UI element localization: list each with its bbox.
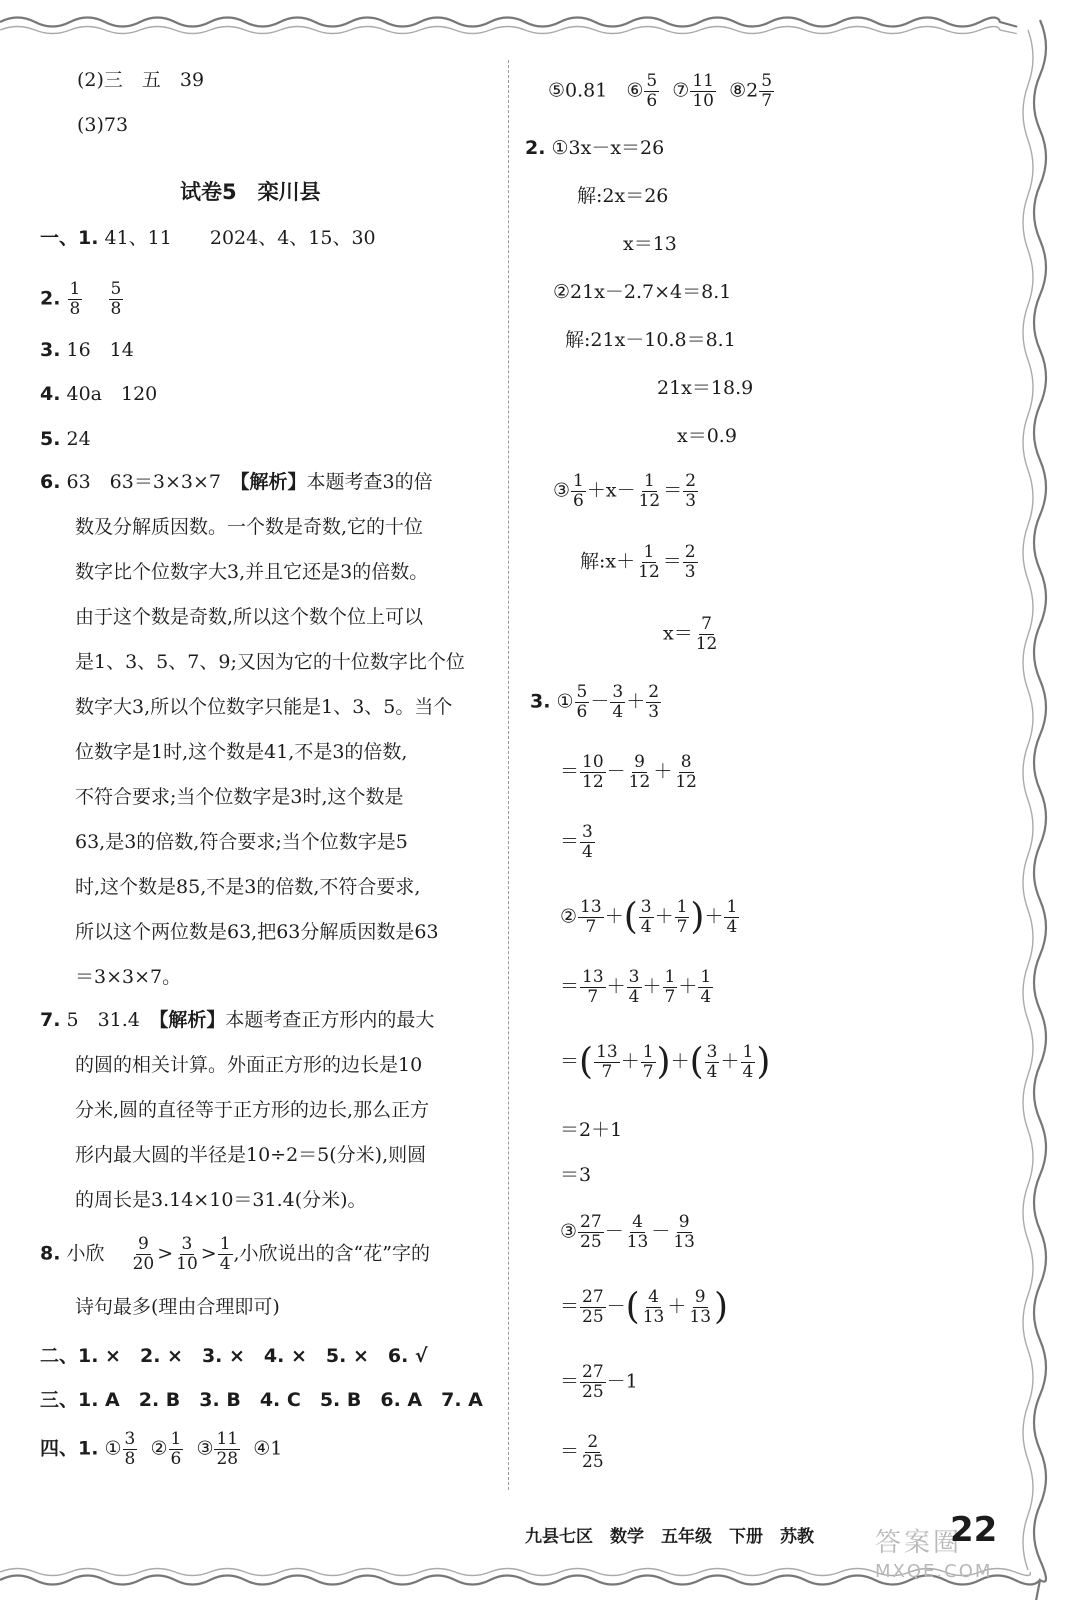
equation-line: ＝ $\frac{2}{25}$ xyxy=(560,1432,604,1472)
footer-text: 九县七区 数学 五年级 下册 苏教 xyxy=(525,1527,814,1547)
answer-line xyxy=(40,382,157,406)
analysis-line: 位数字是1时,这个数是41,不是3的倍数, xyxy=(75,741,408,763)
fraction: $\frac{13}{7}$ xyxy=(596,1042,618,1082)
answer-line: 3. ① $\frac{5}{6}$ － $\frac{3}{4}$ ＋ $\frac{2}{3}$ xyxy=(530,682,660,722)
section-title: 试卷5 栾川县 xyxy=(180,180,321,204)
question-number: 8. xyxy=(40,1242,61,1265)
fraction: $\frac{2}{25}$ xyxy=(582,1432,604,1472)
answer-line: ⑤0.81 ⑥ $\frac{5}{6}$ ⑦ $\frac{11}{10}$ ⑧2 $\frac{5}{7}$ xyxy=(548,71,773,111)
analysis-line: 的周长是3.14×10＝31.4(分米)。 xyxy=(75,1189,367,1211)
fraction: $\frac{2}{3}$ xyxy=(684,542,696,582)
question-number: 4. xyxy=(40,383,61,405)
analysis-line: ＝3×3×7。 xyxy=(75,966,182,988)
answer-line: 四、1. ① $\frac{3}{8}$ ② $\frac{1}{6}$ ③ $\frac{11}{28}$ ④1 xyxy=(40,1429,283,1469)
analysis-line: 时,这个数是85,不是3的倍数,不符合要求, xyxy=(75,876,421,898)
analysis-line: 数及分解质因数。一个数是奇数,它的十位 xyxy=(75,516,424,538)
equation-line: x＝ $\frac{7}{12}$ xyxy=(663,614,718,654)
analysis-text: 本题考查3的倍 xyxy=(306,471,433,493)
analysis-line: 63,是3的倍数,符合要求;当个位数字是5 xyxy=(75,831,408,853)
question-number: 3. xyxy=(530,690,551,713)
fraction: $\frac{2}{3}$ xyxy=(685,471,697,511)
fraction: $\frac{1}{6}$ xyxy=(170,1429,182,1469)
answer-text: 16 14 xyxy=(66,339,134,361)
answer-line: 二、1. × 2. × 3. × 4. × 5. × 6. √ xyxy=(40,1345,428,1367)
answer-line xyxy=(525,136,664,160)
answer-line xyxy=(40,1008,434,1032)
fraction: $\frac{1}{8}$ xyxy=(69,279,81,319)
answer-text: 41、11 2024、4、15、30 xyxy=(104,227,376,249)
equation-line: ＝3 xyxy=(560,1164,592,1186)
page-number: 22 xyxy=(950,1510,998,1550)
question-number: 5. xyxy=(40,428,61,450)
fraction: $\frac{1}{4}$ xyxy=(726,897,738,937)
answer-line xyxy=(40,280,124,319)
equation-line: x＝13 xyxy=(623,233,677,255)
fraction: $\frac{13}{7}$ xyxy=(580,897,602,937)
fraction: $\frac{5}{8}$ xyxy=(110,279,122,319)
answer-line: 诗句最多(理由合理即可) xyxy=(75,1296,280,1318)
answer-text: 5 31.4 xyxy=(66,1009,159,1031)
answer-text: 40a 120 xyxy=(66,383,158,405)
fraction: $\frac{5}{7}$ xyxy=(761,71,773,111)
question-number: 一、1. xyxy=(40,227,99,249)
fraction: $\frac{9}{13}$ xyxy=(689,1287,712,1327)
equation-line: ＝ $\frac{3}{4}$ xyxy=(560,822,593,862)
analysis-line: 数字大3,所以个位数字只能是1、3、5。当个 xyxy=(75,696,453,718)
answer-line xyxy=(40,226,376,250)
analysis-line: 数字比个位数字大3,并且它还是3的倍数。 xyxy=(75,561,429,583)
fraction: $\frac{11}{10}$ xyxy=(692,71,714,111)
fraction: $\frac{1}{4}$ xyxy=(742,1042,754,1082)
answer-line: (2)三 五 39 xyxy=(77,69,205,91)
fraction: $\frac{11}{28}$ xyxy=(216,1429,239,1469)
fraction: $\frac{1}{6}$ xyxy=(573,471,584,511)
answer-text: 小欣 xyxy=(66,1242,124,1265)
equation-line: ＝( $\frac{13}{7}$ ＋ $\frac{1}{7}$ )＋( $\frac{3}{4}$ ＋ $\frac{1}{4}$ ) xyxy=(560,1041,771,1083)
fraction: $\frac{1}{4}$ xyxy=(219,1234,231,1274)
fraction: $\frac{3}{4}$ xyxy=(640,897,652,937)
fraction: $\frac{8}{12}$ xyxy=(675,752,697,792)
fraction: $\frac{3}{4}$ xyxy=(582,822,593,862)
fraction: $\frac{5}{6}$ xyxy=(576,682,588,722)
question-number: 2. xyxy=(525,137,546,159)
analysis-line: 不符合要求;当个位数字是3时,这个数是 xyxy=(75,786,404,808)
fraction: $\frac{2}{3}$ xyxy=(648,682,660,722)
answer-line: 8. 小欣 $\frac{9}{20}$ > $\frac{3}{10}$ > $\frac{1}{4}$ ,小欣说出的含“花”字的 xyxy=(40,1234,430,1274)
fraction: $\frac{3}{4}$ xyxy=(628,967,640,1007)
equation-line: ③ $\frac{27}{25}$ － $\frac{4}{13}$ － $\frac{9}{13}$ xyxy=(560,1212,695,1252)
fraction: $\frac{9}{12}$ xyxy=(628,752,651,792)
equation-line: ＝ $\frac{27}{25}$ －1 xyxy=(560,1362,638,1402)
fraction: $\frac{3}{4}$ xyxy=(612,682,624,722)
analysis-line: 形内最大圆的半径是10÷2＝5(分米),则圆 xyxy=(75,1144,427,1166)
question-number: 四、1. xyxy=(40,1437,99,1460)
fraction: $\frac{1}{4}$ xyxy=(700,967,712,1007)
watermark-logo: 答案圈 MXQE.COM xyxy=(875,1528,993,1582)
analysis-line: 的圆的相关计算。外面正方形的边长是10 xyxy=(75,1054,423,1076)
equation-line: 解:2x＝26 xyxy=(577,185,669,207)
equation-line: ＝ $\frac{13}{7}$ ＋ $\frac{3}{4}$ ＋ $\frac{1}{7}$ ＋ $\frac{1}{4}$ xyxy=(560,967,712,1007)
fraction: $\frac{13}{7}$ xyxy=(582,967,604,1007)
analysis-line: 分米,圆的直径等于正方形的边长,那么正方 xyxy=(75,1099,430,1121)
equation: ①3x－x＝26 xyxy=(551,137,665,159)
analysis-text: 本题考查正方形内的最大 xyxy=(225,1009,435,1031)
fraction: $\frac{10}{12}$ xyxy=(582,752,604,792)
fraction: $\frac{1}{7}$ xyxy=(642,1042,654,1082)
question-number: 7. xyxy=(40,1009,61,1031)
fraction: $\frac{3}{8}$ xyxy=(124,1429,136,1469)
fraction: $\frac{7}{12}$ xyxy=(695,614,718,654)
question-number: 3. xyxy=(40,339,61,361)
analysis-line: 所以这个两位数是63,把63分解质因数是63 xyxy=(75,921,439,943)
fraction: $\frac{4}{13}$ xyxy=(642,1287,665,1327)
analysis-tag: 【解析】 xyxy=(239,471,307,493)
fraction: $\frac{1}{7}$ xyxy=(664,967,676,1007)
equation-line: ③ $\frac{1}{6}$ ＋x－ $\frac{1}{12}$ ＝ $\frac{2}{3}$ xyxy=(553,471,697,511)
fraction: $\frac{9}{13}$ xyxy=(673,1212,695,1252)
answer-line: (3)73 xyxy=(77,114,129,136)
answer-text: 63 63＝3×3×7 xyxy=(66,471,240,493)
equation-line: ＝2＋1 xyxy=(560,1119,623,1141)
analysis-line: 由于这个数是奇数,所以这个数个位上可以 xyxy=(75,606,424,628)
equation-line: ②21x－2.7×4＝8.1 xyxy=(553,281,732,303)
fraction: $\frac{3}{4}$ xyxy=(706,1042,718,1082)
equation-line: x＝0.9 xyxy=(677,425,737,447)
column-divider xyxy=(508,60,509,1490)
answer-line xyxy=(40,427,91,451)
fraction: $\frac{27}{25}$ xyxy=(582,1362,604,1402)
question-number: 2. xyxy=(40,287,61,310)
equation-line: ② $\frac{13}{7}$ ＋( $\frac{3}{4}$ ＋ $\frac{1}{7}$ )＋ $\frac{1}{4}$ xyxy=(560,896,738,938)
fraction: $\frac{27}{25}$ xyxy=(582,1287,604,1327)
question-number: 6. xyxy=(40,471,61,493)
fraction: $\frac{1}{12}$ xyxy=(638,471,661,511)
answer-text: ,小欣说出的含“花”字的 xyxy=(233,1242,430,1265)
answer-line xyxy=(40,338,134,362)
fraction: $\frac{4}{13}$ xyxy=(626,1212,649,1252)
analysis-line: 是1、3、5、7、9;又因为它的十位数字比个位 xyxy=(75,651,465,673)
fraction: $\frac{1}{7}$ xyxy=(676,897,688,937)
equation-line: 解:21x－10.8＝8.1 xyxy=(565,329,736,351)
fraction: $\frac{1}{12}$ xyxy=(638,542,660,582)
fraction: $\frac{27}{25}$ xyxy=(580,1212,602,1252)
equation-line: 解:x＋ $\frac{1}{12}$ ＝ $\frac{2}{3}$ xyxy=(580,542,696,582)
fraction: $\frac{3}{10}$ xyxy=(176,1234,198,1274)
equation-line: ＝ $\frac{10}{12}$ － $\frac{9}{12}$ ＋ $\frac{8}{12}$ xyxy=(560,752,697,792)
answer-text: 24 xyxy=(66,428,91,450)
answer-line xyxy=(40,470,433,494)
fraction: $\frac{5}{6}$ xyxy=(646,71,658,111)
equation-line: 21x＝18.9 xyxy=(657,377,754,399)
answer-line: 三、1. A 2. B 3. B 4. C 5. B 6. A 7. A xyxy=(40,1389,483,1411)
equation-line: ＝ $\frac{27}{25}$ －( $\frac{4}{13}$ ＋ $\frac{9}{13}$ ) xyxy=(560,1286,729,1328)
analysis-tag: 【解析】 xyxy=(158,1009,226,1031)
fraction: $\frac{9}{20}$ xyxy=(132,1234,155,1274)
